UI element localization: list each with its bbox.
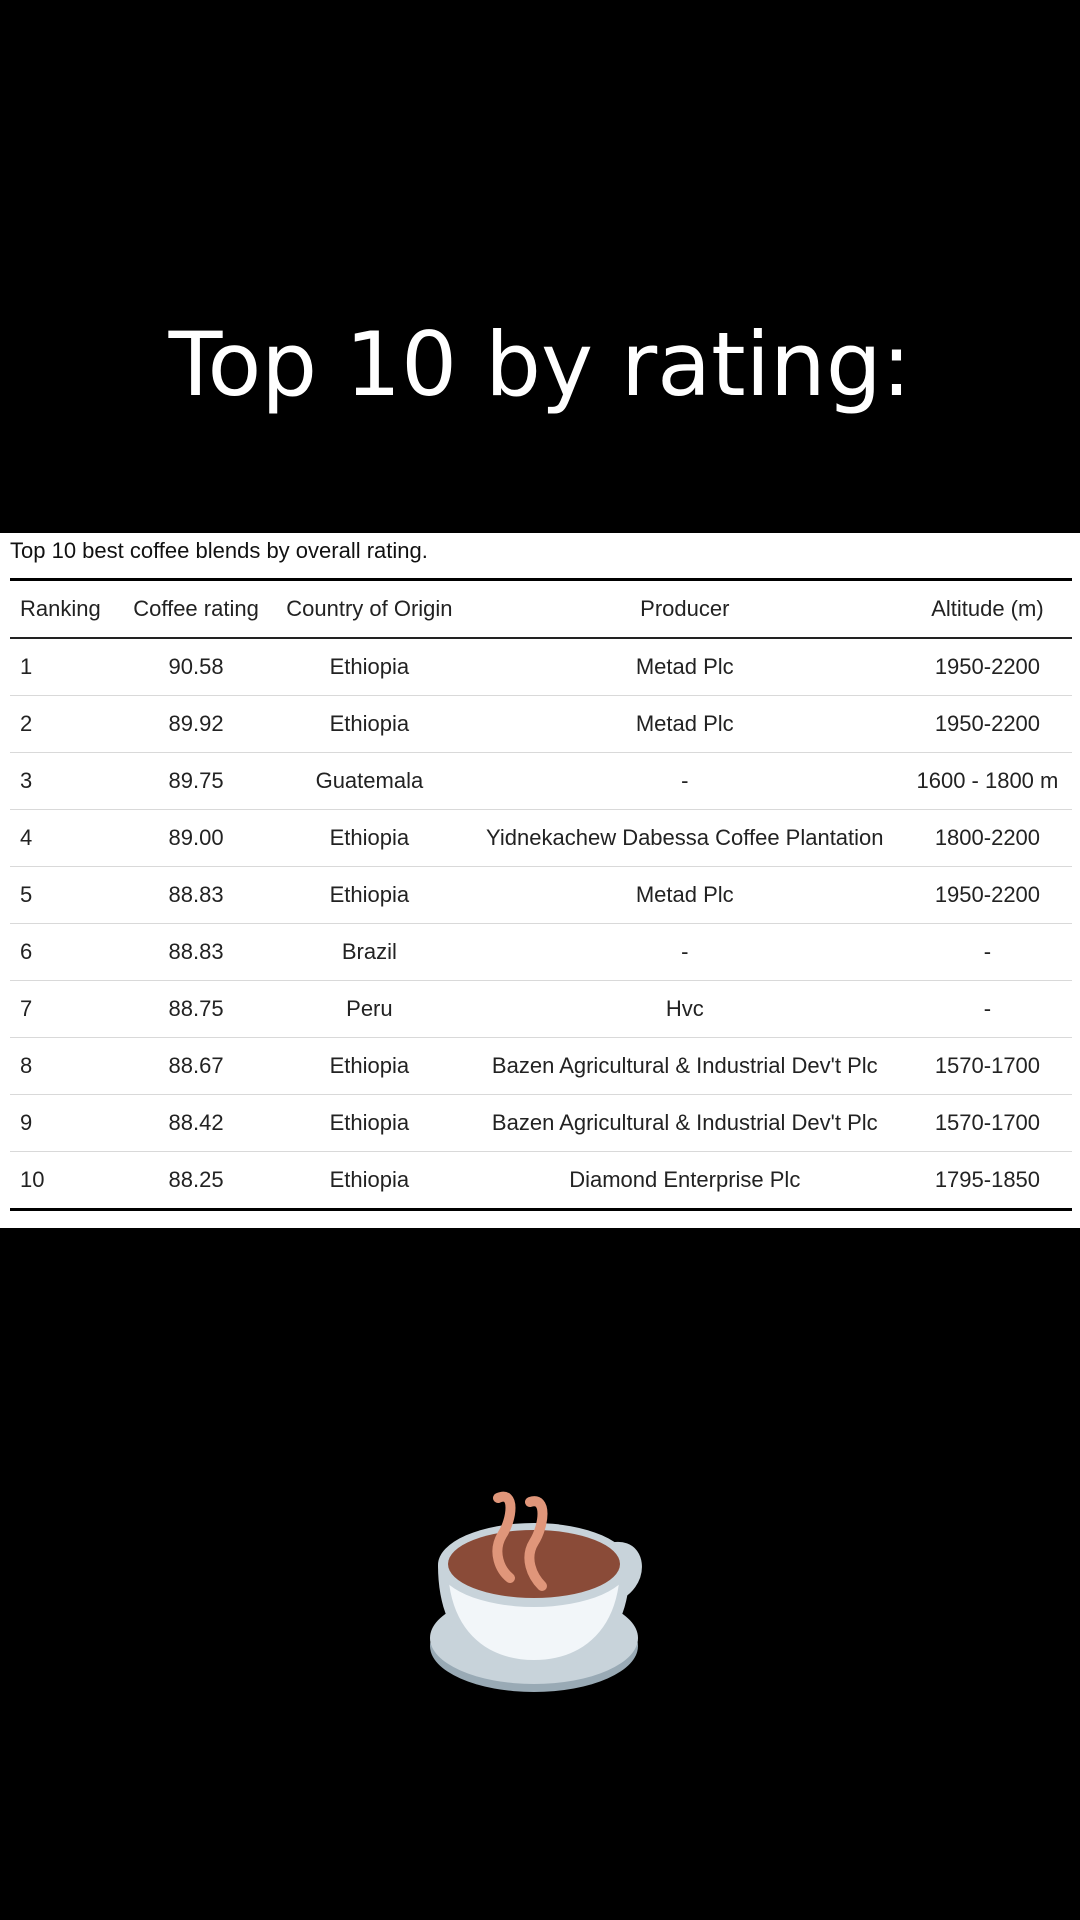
table-row (10, 1038, 1072, 1095)
cell-altitude: 1950-2200 (903, 867, 1072, 924)
cell-producer: Bazen Agricultural & Industrial Dev't Plc (467, 1095, 903, 1152)
hot-beverage-icon (430, 1490, 650, 1710)
cell-ranking: 10 (10, 1152, 120, 1210)
cell-coffee-rating: 89.92 (120, 696, 272, 753)
cell-country: Ethiopia (272, 1095, 467, 1152)
cell-ranking: 3 (10, 753, 120, 810)
cell-country: Ethiopia (272, 1152, 467, 1210)
cell-coffee-rating: 90.58 (120, 638, 272, 696)
cell-country: Ethiopia (272, 1038, 467, 1095)
cell-producer: Metad Plc (467, 696, 903, 753)
table-caption: Top 10 best coffee blends by overall rating. (10, 538, 428, 563)
cell-coffee-rating: 89.00 (120, 810, 272, 867)
page-title: Top 10 by rating: (168, 313, 912, 416)
column-header-altitude: Altitude (m) (903, 580, 1072, 639)
table-header-row (10, 580, 1072, 639)
cell-altitude: 1795-1850 (903, 1152, 1072, 1210)
table-row (10, 867, 1072, 924)
table-row (10, 696, 1072, 753)
cell-ranking: 5 (10, 867, 120, 924)
coffee-cup-graphic (430, 1490, 650, 1710)
table-row (10, 1095, 1072, 1152)
cell-ranking: 4 (10, 810, 120, 867)
cell-coffee-rating: 88.75 (120, 981, 272, 1038)
cell-country: Ethiopia (272, 638, 467, 696)
cell-country: Peru (272, 981, 467, 1038)
column-header-coffee-rating: Coffee rating (120, 580, 272, 639)
cell-producer: Metad Plc (467, 867, 903, 924)
table-body (10, 638, 1072, 1210)
cell-country: Brazil (272, 924, 467, 981)
cell-ranking: 2 (10, 696, 120, 753)
cell-coffee-rating: 88.83 (120, 924, 272, 981)
cell-altitude: 1950-2200 (903, 696, 1072, 753)
table-panel (0, 533, 1080, 1228)
cell-producer: - (467, 924, 903, 981)
cell-producer: Bazen Agricultural & Industrial Dev't Plc (467, 1038, 903, 1095)
cell-coffee-rating: 88.67 (120, 1038, 272, 1095)
cell-altitude: 1600 - 1800 m (903, 753, 1072, 810)
cell-ranking: 8 (10, 1038, 120, 1095)
column-header-ranking: Ranking (10, 580, 120, 639)
cell-ranking: 9 (10, 1095, 120, 1152)
cell-altitude: - (903, 981, 1072, 1038)
coffee-ranking-table (10, 578, 1072, 1211)
cell-coffee-rating: 88.42 (120, 1095, 272, 1152)
cell-country: Ethiopia (272, 867, 467, 924)
table-row (10, 810, 1072, 867)
cell-altitude: - (903, 924, 1072, 981)
cell-country: Ethiopia (272, 696, 467, 753)
cell-ranking: 6 (10, 924, 120, 981)
cell-country: Guatemala (272, 753, 467, 810)
cell-ranking: 7 (10, 981, 120, 1038)
cell-altitude: 1800-2200 (903, 810, 1072, 867)
cell-producer: - (467, 753, 903, 810)
cell-producer: Diamond Enterprise Plc (467, 1152, 903, 1210)
cell-coffee-rating: 88.25 (120, 1152, 272, 1210)
cell-producer: Hvc (467, 981, 903, 1038)
cell-altitude: 1950-2200 (903, 638, 1072, 696)
table-row (10, 753, 1072, 810)
table-row (10, 638, 1072, 696)
cell-producer: Metad Plc (467, 638, 903, 696)
cell-coffee-rating: 88.83 (120, 867, 272, 924)
column-header-country: Country of Origin (272, 580, 467, 639)
cell-producer: Yidnekachew Dabessa Coffee Plantation (467, 810, 903, 867)
cell-altitude: 1570-1700 (903, 1095, 1072, 1152)
column-header-producer: Producer (467, 580, 903, 639)
cell-ranking: 1 (10, 638, 120, 696)
cell-coffee-rating: 89.75 (120, 753, 272, 810)
cell-altitude: 1570-1700 (903, 1038, 1072, 1095)
table-row (10, 924, 1072, 981)
table-row (10, 981, 1072, 1038)
cell-country: Ethiopia (272, 810, 467, 867)
table-row (10, 1152, 1072, 1210)
